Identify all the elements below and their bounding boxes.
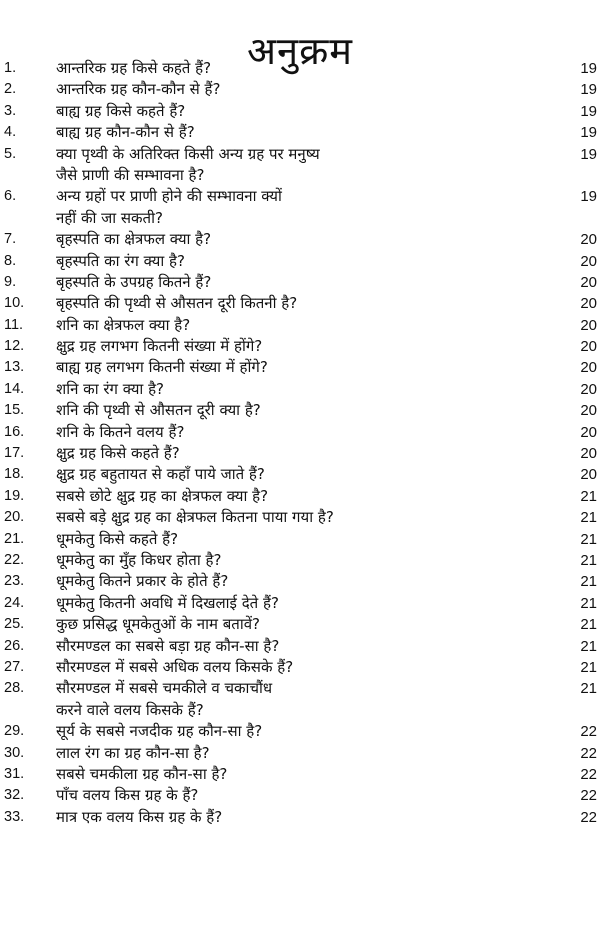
toc-entry-line [0,229,600,250]
toc-entry-number: 16. [4,423,25,440]
toc-entry-line [0,443,600,464]
toc-entry-title: बृहस्पति का क्षेत्रफल क्या है? [56,230,212,249]
toc-entry-title: बृहस्पति का रंग क्या है? [56,251,185,270]
toc-entry-line [0,336,600,357]
toc-entry-number: 6. [4,188,17,205]
toc-entry-title: शनि का रंग क्या है? [56,379,165,398]
toc-entry [0,764,600,785]
toc-entry-page-number: 21 [580,509,597,527]
toc-entry [0,443,600,464]
toc-entry-page-number: 20 [580,359,597,377]
toc-entry [0,593,600,614]
toc-entry-page-number: 20 [580,295,597,313]
toc-entry [0,529,600,550]
toc-entry [0,422,600,443]
toc-entry-number: 26. [4,637,25,654]
toc-entry-title: सबसे बड़े क्षुद्र ग्रह का क्षेत्रफल कितना पाया गया है? [56,508,334,527]
toc-entry-line [0,58,600,79]
toc-entry-continuation: करने वाले वलय किसके हैं? [56,700,204,719]
toc-entry-number: 23. [4,573,25,590]
toc-entry [0,229,600,250]
toc-entry-number: 11. [4,316,24,333]
toc-entry [0,251,600,272]
toc-entry-line [0,293,600,314]
toc-entry-page-number: 20 [580,466,597,484]
toc-entry-line [0,764,600,785]
toc-entry-page-number: 20 [580,380,597,398]
toc-entry-number: 17. [4,445,25,462]
toc-entry-title: बाह्य ग्रह लगभग कितनी संख्या में होंगे? [56,358,268,377]
toc-entry-page-number: 20 [580,316,597,334]
toc-entry-title: सूर्य के सबसे नजदीक ग्रह कौन-सा है? [56,722,263,741]
toc-entry [0,293,600,314]
toc-entry-number: 12. [4,338,25,355]
toc-entry-title: बाह्य ग्रह किसे कहते हैं? [56,101,186,120]
toc-entry [0,144,600,187]
toc-entry-page-number: 19 [580,145,597,163]
toc-entry-page-number: 20 [580,423,597,441]
toc-entry [0,272,600,293]
toc-entry [0,336,600,357]
toc-entry [0,357,600,378]
toc-entry-number: 10. [4,295,25,312]
toc-entry [0,507,600,528]
toc-entry-title: क्षुद्र ग्रह बहुतायत से कहाँ पाये जाते हैं? [56,465,265,484]
toc-entry-title: सौरमण्डल में सबसे चमकीले व चकाचौंध [56,679,273,698]
table-of-contents [0,58,600,828]
toc-entry-page-number: 20 [580,231,597,249]
toc-entry-page-number: 21 [580,487,597,505]
toc-entry-page-number: 20 [580,252,597,270]
toc-entry [0,186,600,229]
toc-entry-title: आन्तरिक ग्रह किसे कहते हैं? [56,59,212,77]
toc-entry-number: 24. [4,594,25,611]
toc-entry-title: सौरमण्डल का सबसे बड़ा ग्रह कौन-सा है? [56,636,280,655]
toc-entry-title: शनि का क्षेत्रफल क्या है? [56,315,191,334]
toc-entry-number: 4. [4,124,17,141]
toc-entry-title: क्षुद्र ग्रह लगभग कितनी संख्या में होंगे? [56,337,263,356]
toc-entry-line [0,79,600,100]
toc-entry-number: 29. [4,723,25,740]
toc-entry-page-number: 21 [580,530,597,548]
toc-entry-number: 25. [4,616,25,633]
page-title: अनुक्रम [246,29,354,74]
toc-entry-number: 19. [4,487,25,504]
toc-entry [0,721,600,742]
toc-entry-line [0,464,600,485]
toc-entry [0,743,600,764]
toc-entry-title: पाँच वलय किस ग्रह के हैं? [56,786,199,805]
toc-entry-title: शनि के कितने वलय हैं? [56,422,185,441]
toc-entry [0,101,600,122]
toc-entry-line [0,422,600,443]
toc-entry-title: क्या पृथ्वी के अतिरिक्त किसी अन्य ग्रह पर मनुष्य [56,144,320,163]
toc-entry-page-number: 20 [580,338,597,356]
toc-entry-line [0,486,600,507]
toc-entry-number: 5. [4,145,17,162]
toc-entry-number: 21. [4,530,25,547]
toc-entry-number: 18. [4,466,25,483]
toc-entry-title: धूमकेतु किसे कहते हैं? [56,529,179,548]
toc-entry-page-number: 20 [580,402,597,420]
toc-entry-title: आन्तरिक ग्रह कौन-कौन से हैं? [56,80,221,99]
toc-entry-line [0,721,600,742]
toc-entry-page-number: 22 [580,808,597,826]
toc-entry-page-number: 19 [580,102,597,120]
toc-entry-number: 14. [4,380,25,397]
toc-entry-title: अन्य ग्रहों पर प्राणी होने की सम्भावना क्यों [56,187,282,206]
toc-entry-number: 8. [4,252,17,269]
toc-entry-number: 27. [4,658,25,675]
toc-entry-page-number: 19 [580,81,597,99]
toc-entry-line [0,807,600,828]
toc-entry-line [0,593,600,614]
toc-entry [0,636,600,657]
toc-entry [0,122,600,143]
toc-entry-number: 3. [4,102,17,119]
toc-entry-page-number: 20 [580,273,597,291]
toc-entry-title: धूमकेतु कितने प्रकार के होते हैं? [56,572,229,591]
toc-entry [0,657,600,678]
toc-entry [0,464,600,485]
toc-entry-title: धूमकेतु कितनी अवधि में दिखलाई देते हैं? [56,593,279,612]
toc-entry-page-number: 22 [580,723,597,741]
toc-entry [0,79,600,100]
toc-entry-number: 13. [4,359,25,376]
toc-entry-title: मात्र एक वलय किस ग्रह के हैं? [56,807,223,826]
toc-entry-page-number: 19 [580,188,597,206]
toc-entry-page-number: 22 [580,765,597,783]
toc-entry-title: सबसे छोटे क्षुद्र ग्रह का क्षेत्रफल क्या है? [56,486,269,505]
toc-entry-title: बृहस्पति की पृथ्वी से औसतन दूरी कितनी है? [56,294,298,313]
toc-entry-line [0,636,600,657]
toc-entry-page-number: 21 [580,573,597,591]
toc-entry-page-number: 21 [580,680,597,698]
toc-entry [0,379,600,400]
toc-entry-number: 28. [4,680,25,697]
toc-entry-page-number: 21 [580,637,597,655]
toc-entry-line [0,144,600,165]
toc-entry-title: सौरमण्डल में सबसे अधिक वलय किसके हैं? [56,657,294,676]
toc-entry-line [0,251,600,272]
toc-entry-page-number: 22 [580,787,597,805]
toc-entry-title: सबसे चमकीला ग्रह कौन-सा है? [56,764,228,783]
toc-entry-number: 7. [4,231,17,248]
toc-entry [0,400,600,421]
toc-entry-number: 22. [4,551,25,568]
toc-entry-line [0,186,600,207]
toc-entry-line [0,400,600,421]
toc-entry [0,315,600,336]
toc-entry-number: 30. [4,744,25,761]
toc-entry-line [0,315,600,336]
toc-entry-title: क्षुद्र ग्रह किसे कहते हैं? [56,444,180,463]
toc-entry-line [0,571,600,592]
toc-entry-page-number: 19 [580,124,597,142]
toc-entry-number: 9. [4,273,17,290]
toc-entry-title: शनि की पृथ्वी से औसतन दूरी क्या है? [56,401,261,420]
toc-entry-number: 20. [4,509,25,526]
toc-entry-line [0,743,600,764]
toc-entry-line [0,357,600,378]
toc-entry-continuation: नहीं की जा सकती? [56,208,163,227]
toc-entry-title: धूमकेतु का मुँह किधर होता है? [56,550,222,569]
toc-entry-line [0,122,600,143]
toc-entry-line [0,657,600,678]
toc-entry-page-number: 21 [580,616,597,634]
toc-entry-continuation: जैसे प्राणी की सम्भावना है? [56,165,205,184]
toc-entry-title: कुछ प्रसिद्ध धूमकेतुओं के नाम बतावें? [56,615,261,634]
toc-entry-number: 15. [4,402,25,419]
toc-entry [0,58,600,79]
toc-entry [0,785,600,806]
toc-entry-number: 2. [4,81,17,98]
toc-entry-page-number: 19 [580,60,597,77]
toc-entry-line [0,678,600,699]
toc-entry-line [0,507,600,528]
toc-entry-line [0,101,600,122]
toc-entry [0,678,600,721]
toc-entry-title: बाह्य ग्रह कौन-कौन से हैं? [56,123,195,142]
toc-entry-number: 33. [4,808,25,825]
toc-entry-page-number: 20 [580,445,597,463]
toc-entry-line [0,785,600,806]
toc-entry-line [0,379,600,400]
toc-entry [0,486,600,507]
toc-entry [0,807,600,828]
toc-entry-number: 1. [4,60,17,76]
toc-entry-page-number: 22 [580,744,597,762]
toc-entry-line [0,529,600,550]
toc-entry-title: लाल रंग का ग्रह कौन-सा है? [56,743,210,762]
toc-entry-page-number: 21 [580,551,597,569]
toc-entry [0,614,600,635]
toc-entry [0,571,600,592]
toc-entry-line [0,272,600,293]
toc-entry-line [0,614,600,635]
toc-entry-title: बृहस्पति के उपग्रह कितने हैं? [56,272,212,291]
toc-entry-number: 32. [4,787,25,804]
toc-entry-number: 31. [4,765,25,782]
toc-entry [0,550,600,571]
toc-entry-line [0,550,600,571]
toc-entry-page-number: 21 [580,658,597,676]
toc-entry-page-number: 21 [580,594,597,612]
